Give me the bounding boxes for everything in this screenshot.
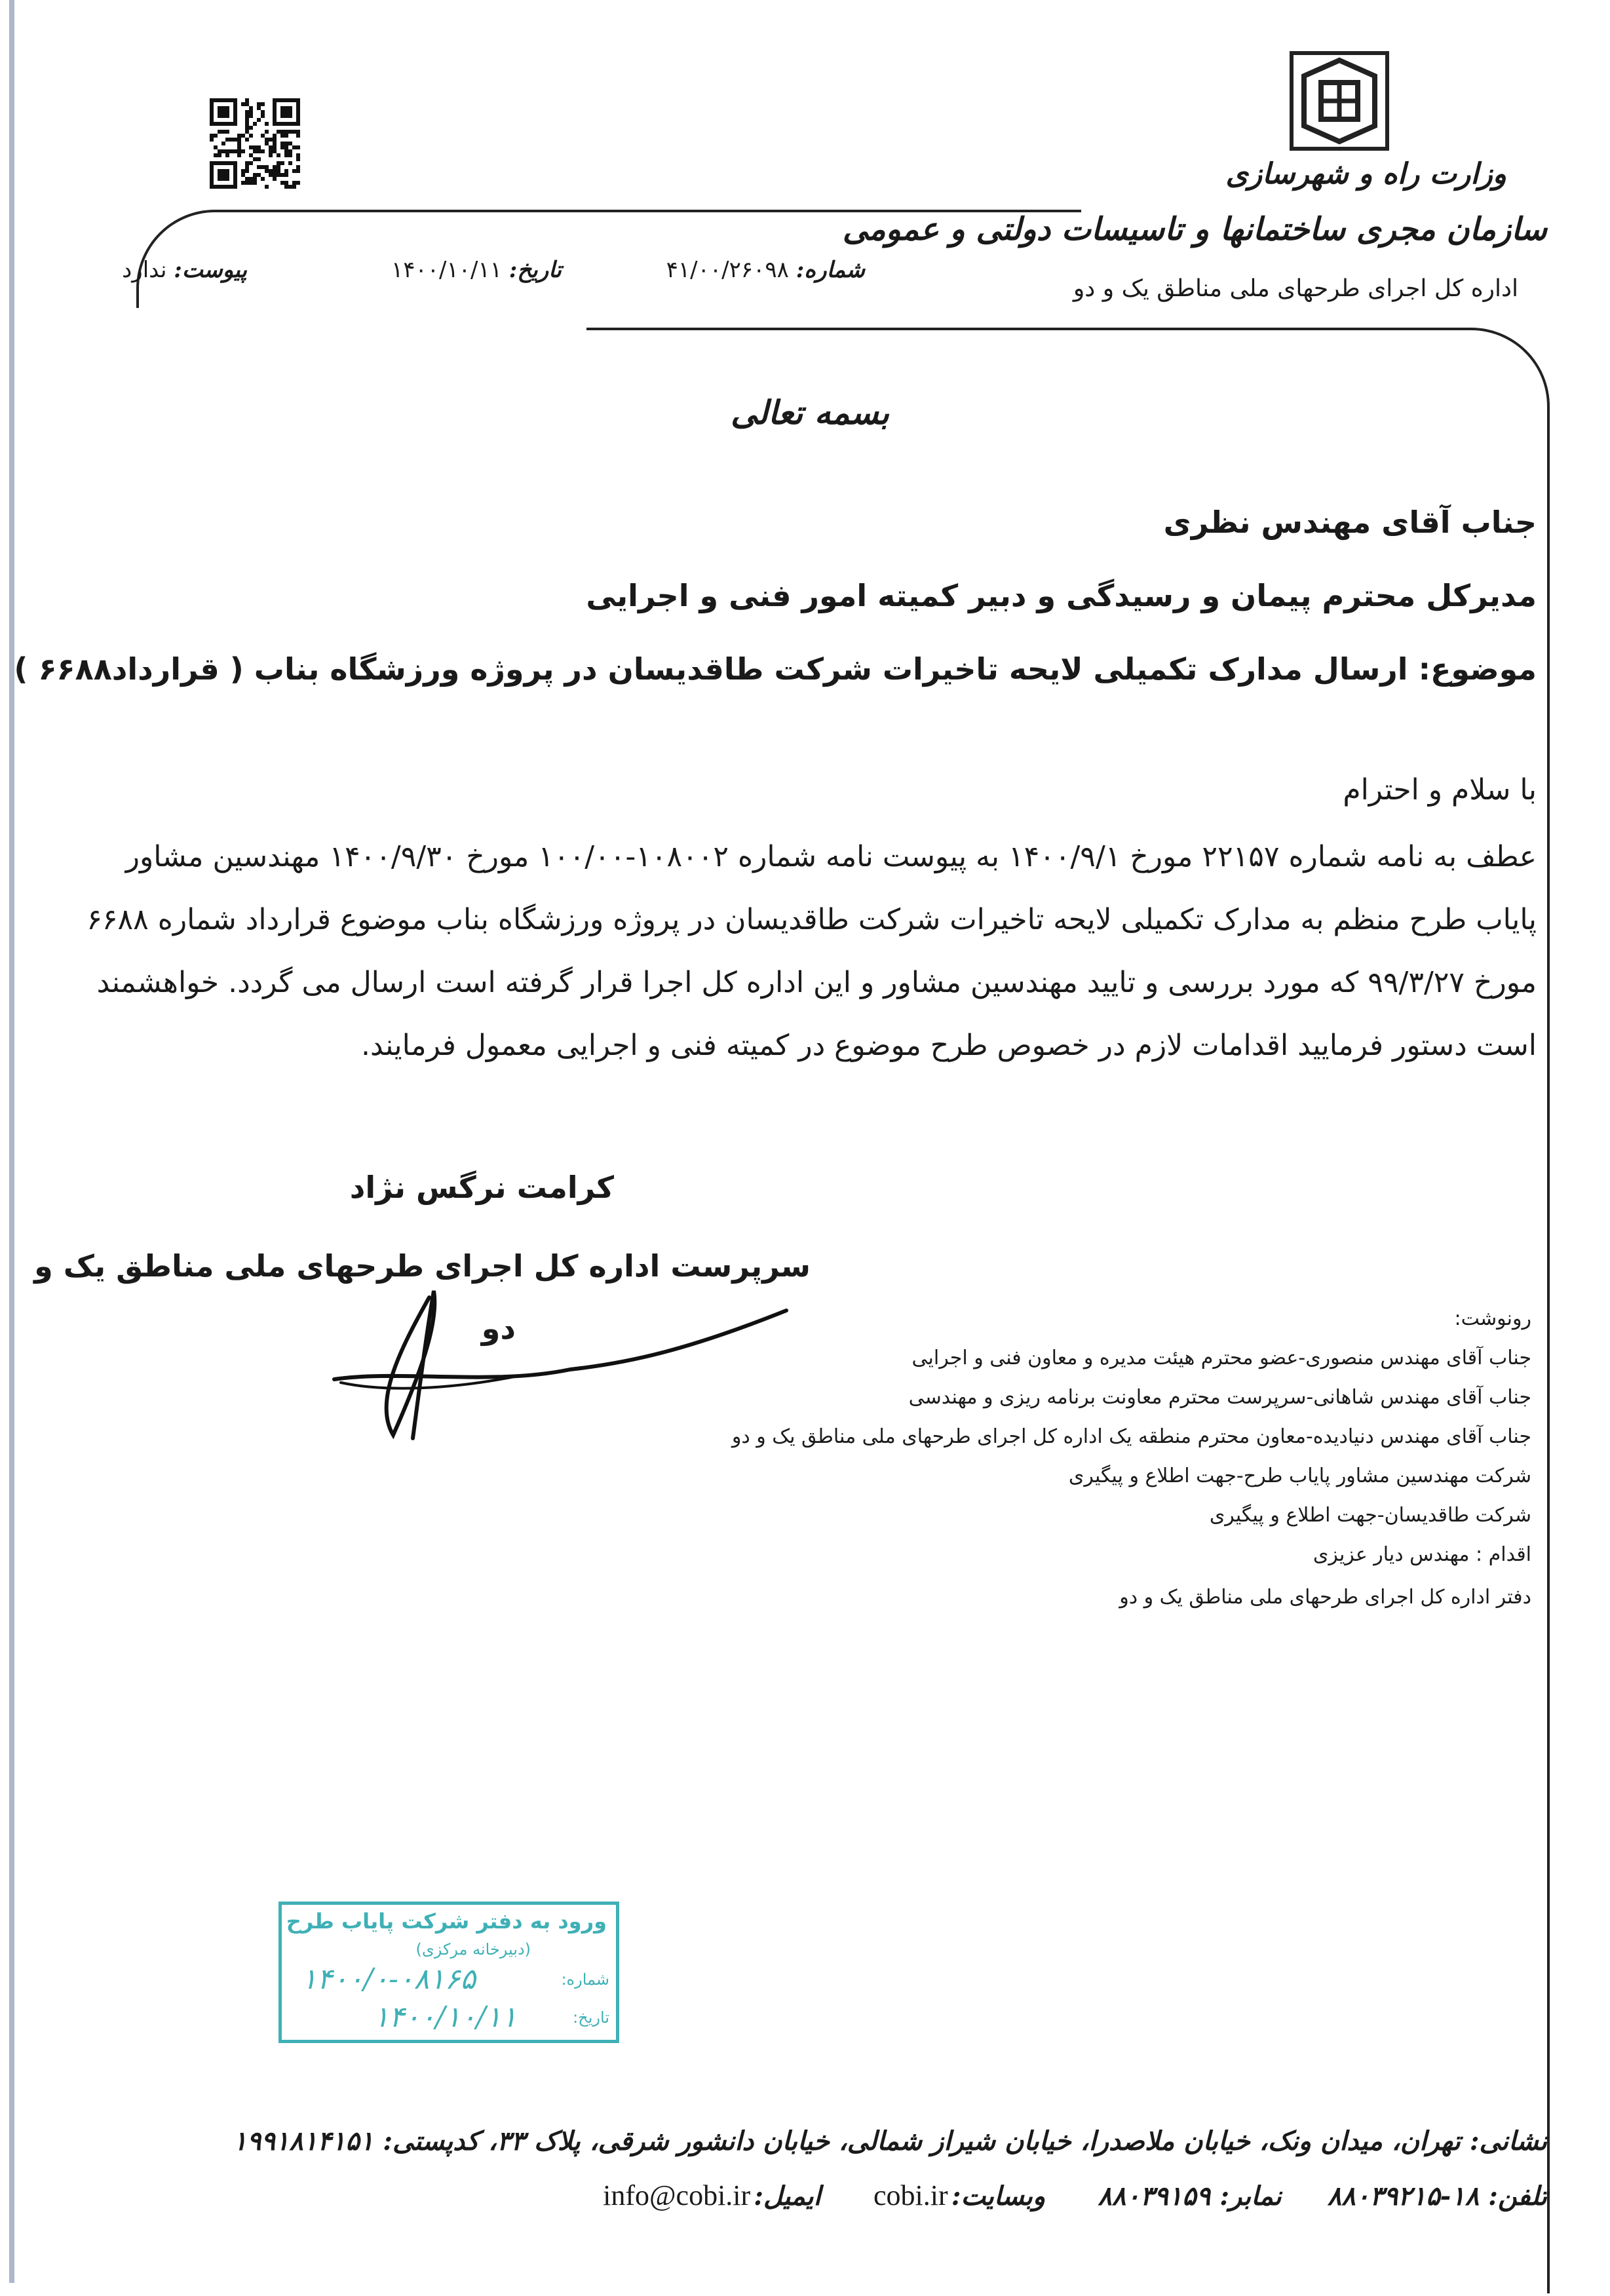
attachment-value: ندارد (122, 257, 167, 283)
basmala: بسمه تعالی (731, 393, 889, 432)
stamp-number-value: ۱۴۰۰/۰-۰۸۱۶۵ (301, 1962, 476, 1996)
greeting: با سلام و احترام (1343, 773, 1537, 807)
cc-line-1: جناب آقای مهندس منصوری-عضو محترم هیئت مدیره و معاون فنی و اجرایی (911, 1347, 1531, 1369)
recipient-name: جناب آقای مهندس نظری (1163, 505, 1537, 540)
signer-title: سرپرست اداره کل اجرای طرحهای ملی مناطق یک و (34, 1248, 811, 1284)
number-label: شماره: (795, 257, 865, 283)
body-line-3: مورخ ۹۹/۳/۲۷ که مورد بررسی و تایید مهندسین مشاور و این اداره کل اجرا قرار گرفته است ارسال می گردد. خواهشمند (96, 966, 1537, 999)
stamp-number-label: شماره: (561, 1970, 609, 1989)
reception-stamp (278, 1902, 619, 2043)
date-value: ۱۴۰۰/۱۰/۱۱ (391, 257, 502, 283)
cc-line-4: شرکت مهندسین مشاور پایاب طرح-جهت اطلاع و پیگیری (1068, 1464, 1531, 1487)
stamp-date-value: ۱۴۰۰/۱۰/۱۱ (374, 2000, 517, 2034)
letter-number (666, 257, 865, 283)
cc-line-3: جناب آقای مهندس دنیادیده-معاون محترم منطقه یک اداره کل اجرای طرحهای ملی مناطق یک و دو (731, 1425, 1531, 1448)
letter-date (391, 257, 562, 283)
cc-line-2: جناب آقای مهندس شاهانی-سرپرست محترم معاونت برنامه ریزی و مهندسی (908, 1386, 1531, 1409)
stamp-date-label: تاریخ: (573, 2008, 609, 2027)
qr-code (210, 98, 300, 189)
footer-email-label: ایمیل: (754, 2181, 821, 2211)
footer-website[interactable]: cobi.ir (873, 2179, 948, 2211)
footer-fax: نمابر: ۸۸۰۳۹۱۵۹ (1098, 2181, 1282, 2211)
cc-heading: رونوشت: (1454, 1307, 1531, 1330)
body-line-4: است دستور فرمایید اقدامات لازم در خصوص طرح موضوع در کمیته فنی و اجرایی معمول فرمایند. (360, 1029, 1537, 1062)
scan-edge (9, 0, 14, 2283)
stamp-title: ورود به دفتر شرکت پایاب طرح (286, 1909, 607, 1934)
recipient-title: مدیرکل محترم پیمان و رسیدگی و دبیر کمیته امور فنی و اجرایی (586, 578, 1537, 613)
attachment-label: پیوست: (174, 257, 247, 283)
footer-address: نشانی: تهران، میدان ونک، خیابان ملاصدرا، خیابان شیراز شمالی، خیابان دانشور شرقی، پلاک ۳۳، کدپستی: ۱۹۹۱۸۱۴۱۵۱ (233, 2126, 1547, 2156)
subject-line: موضوع: ارسال مدارک تکمیلی لایحه تاخیرات شرکت طاقدیسان در پروژه ورزشگاه بناب ( قرارداد۶۶۸۸ ) (14, 651, 1537, 687)
body-line-1: عطف به نامه شماره ۲۲۱۵۷ مورخ ۱۴۰۰/۹/۱ به پیوست نامه شماره ۱۰۸۰۰۲-۱۰۰/۰۰ مورخ ۱۴۰۰/۹/۳۰ مهندسین مشاور (125, 840, 1537, 873)
ministry-name: وزارت راه و شهرسازی (1225, 157, 1506, 191)
footer-contacts (603, 2179, 1547, 2212)
footer-website-label: وبسایت: (951, 2181, 1046, 2211)
header-frame (136, 210, 1081, 308)
footer-phone: تلفن: ۱۸-۸۸۰۳۹۲۱۵ (1327, 2181, 1547, 2211)
stamp-subtitle: (دبیرخانه مرکزی) (415, 1940, 531, 1959)
body-line-2: پایاب طرح منظم به مدارک تکمیلی لایحه تاخیرات شرکت طاقدیسان در پروژه ورزشگاه بناب موضوع قرارداد شماره ۶۶۸۸ (86, 903, 1537, 936)
date-label: تاریخ: (508, 257, 562, 283)
department-name: اداره کل اجرای طرحهای ملی مناطق یک و دو (1073, 275, 1518, 302)
cc-line-7: دفتر اداره کل اجرای طرحهای ملی مناطق یک و دو (1119, 1586, 1531, 1609)
letter-attachment (122, 257, 247, 283)
signer-title-2: دو (481, 1311, 516, 1346)
cc-line-5: شرکت طاقدیسان-جهت اطلاع و پیگیری (1209, 1504, 1531, 1527)
number-value: ۴۱/۰۰/۲۶۰۹۸ (666, 257, 789, 283)
ministry-logo (1290, 51, 1389, 151)
cc-line-6: اقدام : مهندس دیار عزیزی (1313, 1543, 1531, 1566)
signer-name: کرامت نرگس نژاد (349, 1170, 614, 1205)
organization-name: سازمان مجری ساختمانها و تاسیسات دولتی و عمومی (842, 211, 1547, 248)
footer-email[interactable]: info@cobi.ir (603, 2179, 751, 2211)
